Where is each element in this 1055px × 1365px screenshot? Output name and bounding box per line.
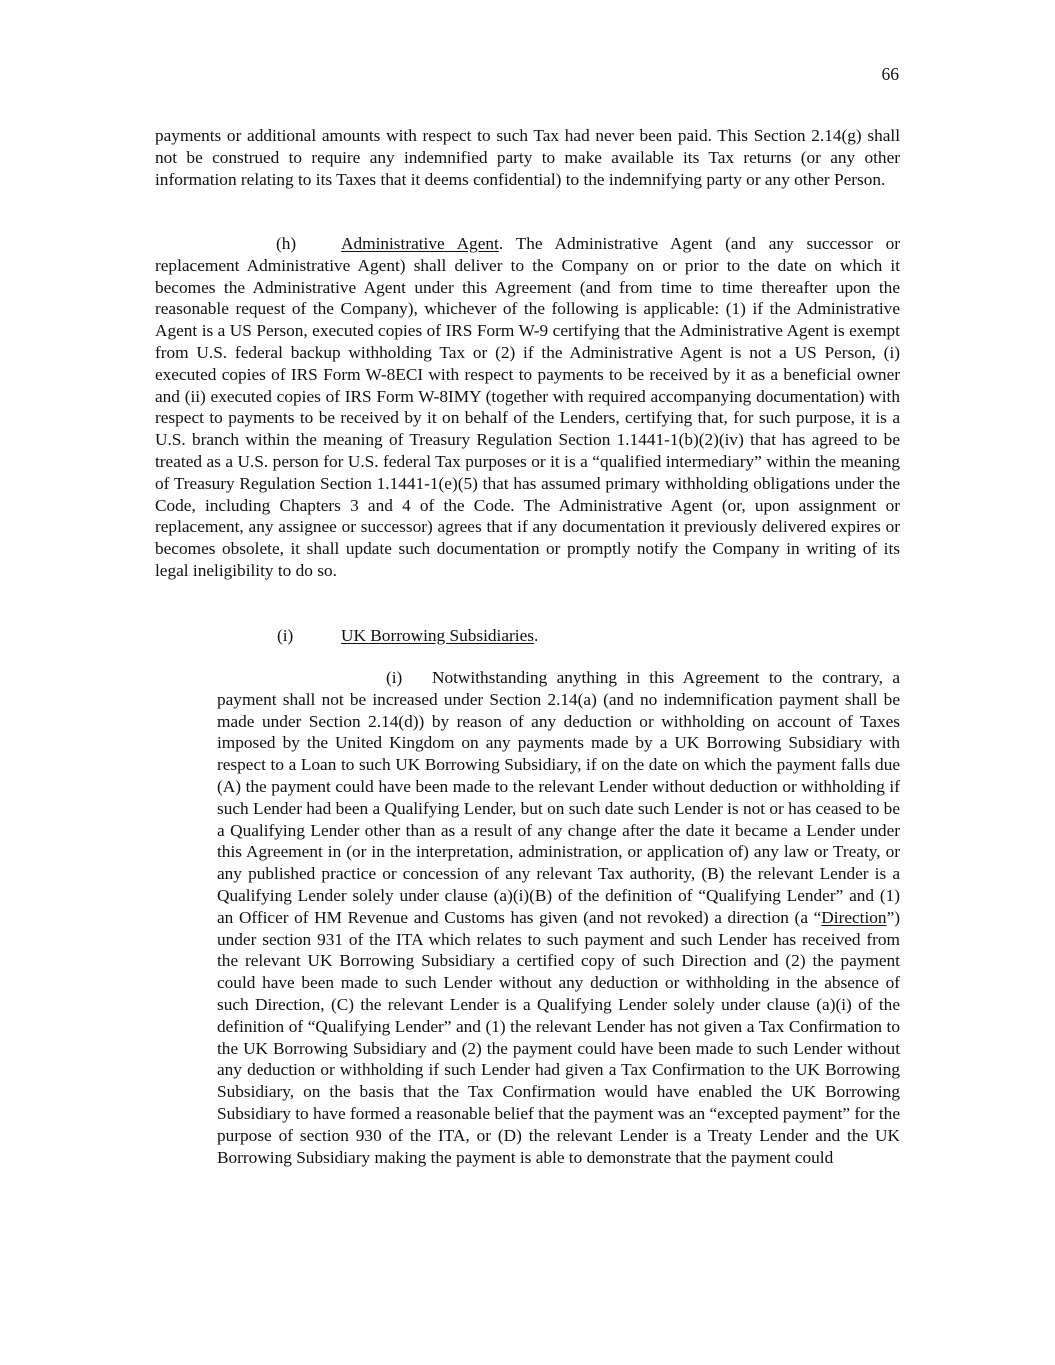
section-h-heading: Administrative Agent	[341, 234, 499, 253]
section-h-body: The Administrative Agent (and any successor or replacement Administrative Agent) shall deliver to the Company on or prior to the date on which it becomes the Administrative Agent under this Agreement (and from time to time thereafter upon the reasonable request of the Company), whichever of the following is applicable: (1) if the Administrative Agent is a US Person, executed copies of IRS Form W-9 certifying that the Administrative Agent is exempt from U.S. federal backup withholding Tax or (2) if the Administrative Agent is not a US Person, (i) executed copies of IRS Form W-8ECI with respect to payments to be received by it as a beneficial owner and (ii) executed copies of IRS Form W-8IMY (together with required accompanying documentation) with respect to payments to be received by it on behalf of the Lenders, certifying that, for such purpose, it is a U.S. branch within the meaning of Treasury Regulation Section 1.1441-1(b)(2)(iv) that has agreed to be treated as a U.S. person for U.S. federal Tax purposes or it is a “qualified intermediary” within the meaning of Treasury Regulation Section 1.1441-1(e)(5) that has assumed primary withholding obligations under the Code, including Chapters 3 and 4 of the Code. The Administrative Agent (or, upon assignment or replacement, any assignee or successor) agrees that if any documentation it previously delivered expires or becomes obsolete, it shall update such documentation or promptly notify the Company in writing of its legal ineligibility to do so.	[155, 234, 900, 580]
section-i-heading-line	[277, 625, 538, 647]
section-h-heading-period: .	[498, 234, 504, 253]
section-h-paragraph	[155, 233, 900, 582]
subsection-i-i-text-after: ”) under section 931 of the ITA which relates to such payment and such Lender has received from the relevant UK Borrowing Subsidiary a certified copy of such Direction and (2) the payment could have been made to such Lender without any deduction or withholding in the absence of such Direction, (C) the relevant Lender is a Qualifying Lender solely under clause (a)(i) of the definition of “Qualifying Lender” and (1) the relevant Lender has not given a Tax Confirmation to the UK Borrowing Subsidiary and (2) the payment could have been made to such Lender without any deduction or withholding if such Lender had given a Tax Confirmation to the UK Borrowing Subsidiary, on the basis that the Tax Confirmation would have enabled the UK Borrowing Subsidiary to have formed a reasonable belief that the payment was an “excepted payment” for the purpose of section 930 of the ITA, or (D) the relevant Lender is a Treaty Lender and the UK Borrowing Subsidiary making the payment is able to demonstrate that the payment could	[217, 907, 900, 1167]
page-number: 66	[881, 64, 899, 84]
subsection-i-i-marker: (i)	[386, 668, 403, 687]
section-i-marker: (i)	[277, 626, 294, 645]
section-i-heading-period: .	[533, 626, 539, 645]
subsection-i-i-text-before: Notwithstanding anything in this Agreement to the contrary, a payment shall not be increased under Section 2.14(a) (and no indemnification payment shall be made under Section 2.14(d)) by reason of any deduction or withholding on account of Taxes imposed by the United Kingdom on any payments made by a UK Borrowing Subsidiary with respect to a Loan to such UK Borrowing Subsidiary, if on the date on which the payment falls due (A) the payment could have been made to the relevant Lender without deduction or withholding if such Lender had been a Qualifying Lender, but on such date such Lender is not or has ceased to be a Qualifying Lender other than as a result of any change after the date it became a Lender under this Agreement in (or in the interpretation, administration, or application of) any law or Treaty, or any published practice or concession of any relevant Tax authority, (B) the relevant Lender is a Qualifying Lender solely under clause (a)(i)(B) of the definition of “Qualifying Lender” and (1) an Officer of HM Revenue and Customs has given (and not revoked) a direction (a “	[217, 668, 900, 927]
section-h-marker: (h)	[276, 234, 297, 253]
subsection-i-i-paragraph	[217, 667, 900, 1168]
direction-defined-term: Direction	[821, 907, 887, 927]
continuation-paragraph: payments or additional amounts with respect to such Tax had never been paid. This Section 2.14(g) shall not be construed to require any indemnified party to make available its Tax returns (or any other information relating to its Taxes that it deems confidential) to the indemnifying party or any other Person.	[155, 126, 900, 189]
section-i-heading: UK Borrowing Subsidiaries	[341, 626, 534, 645]
